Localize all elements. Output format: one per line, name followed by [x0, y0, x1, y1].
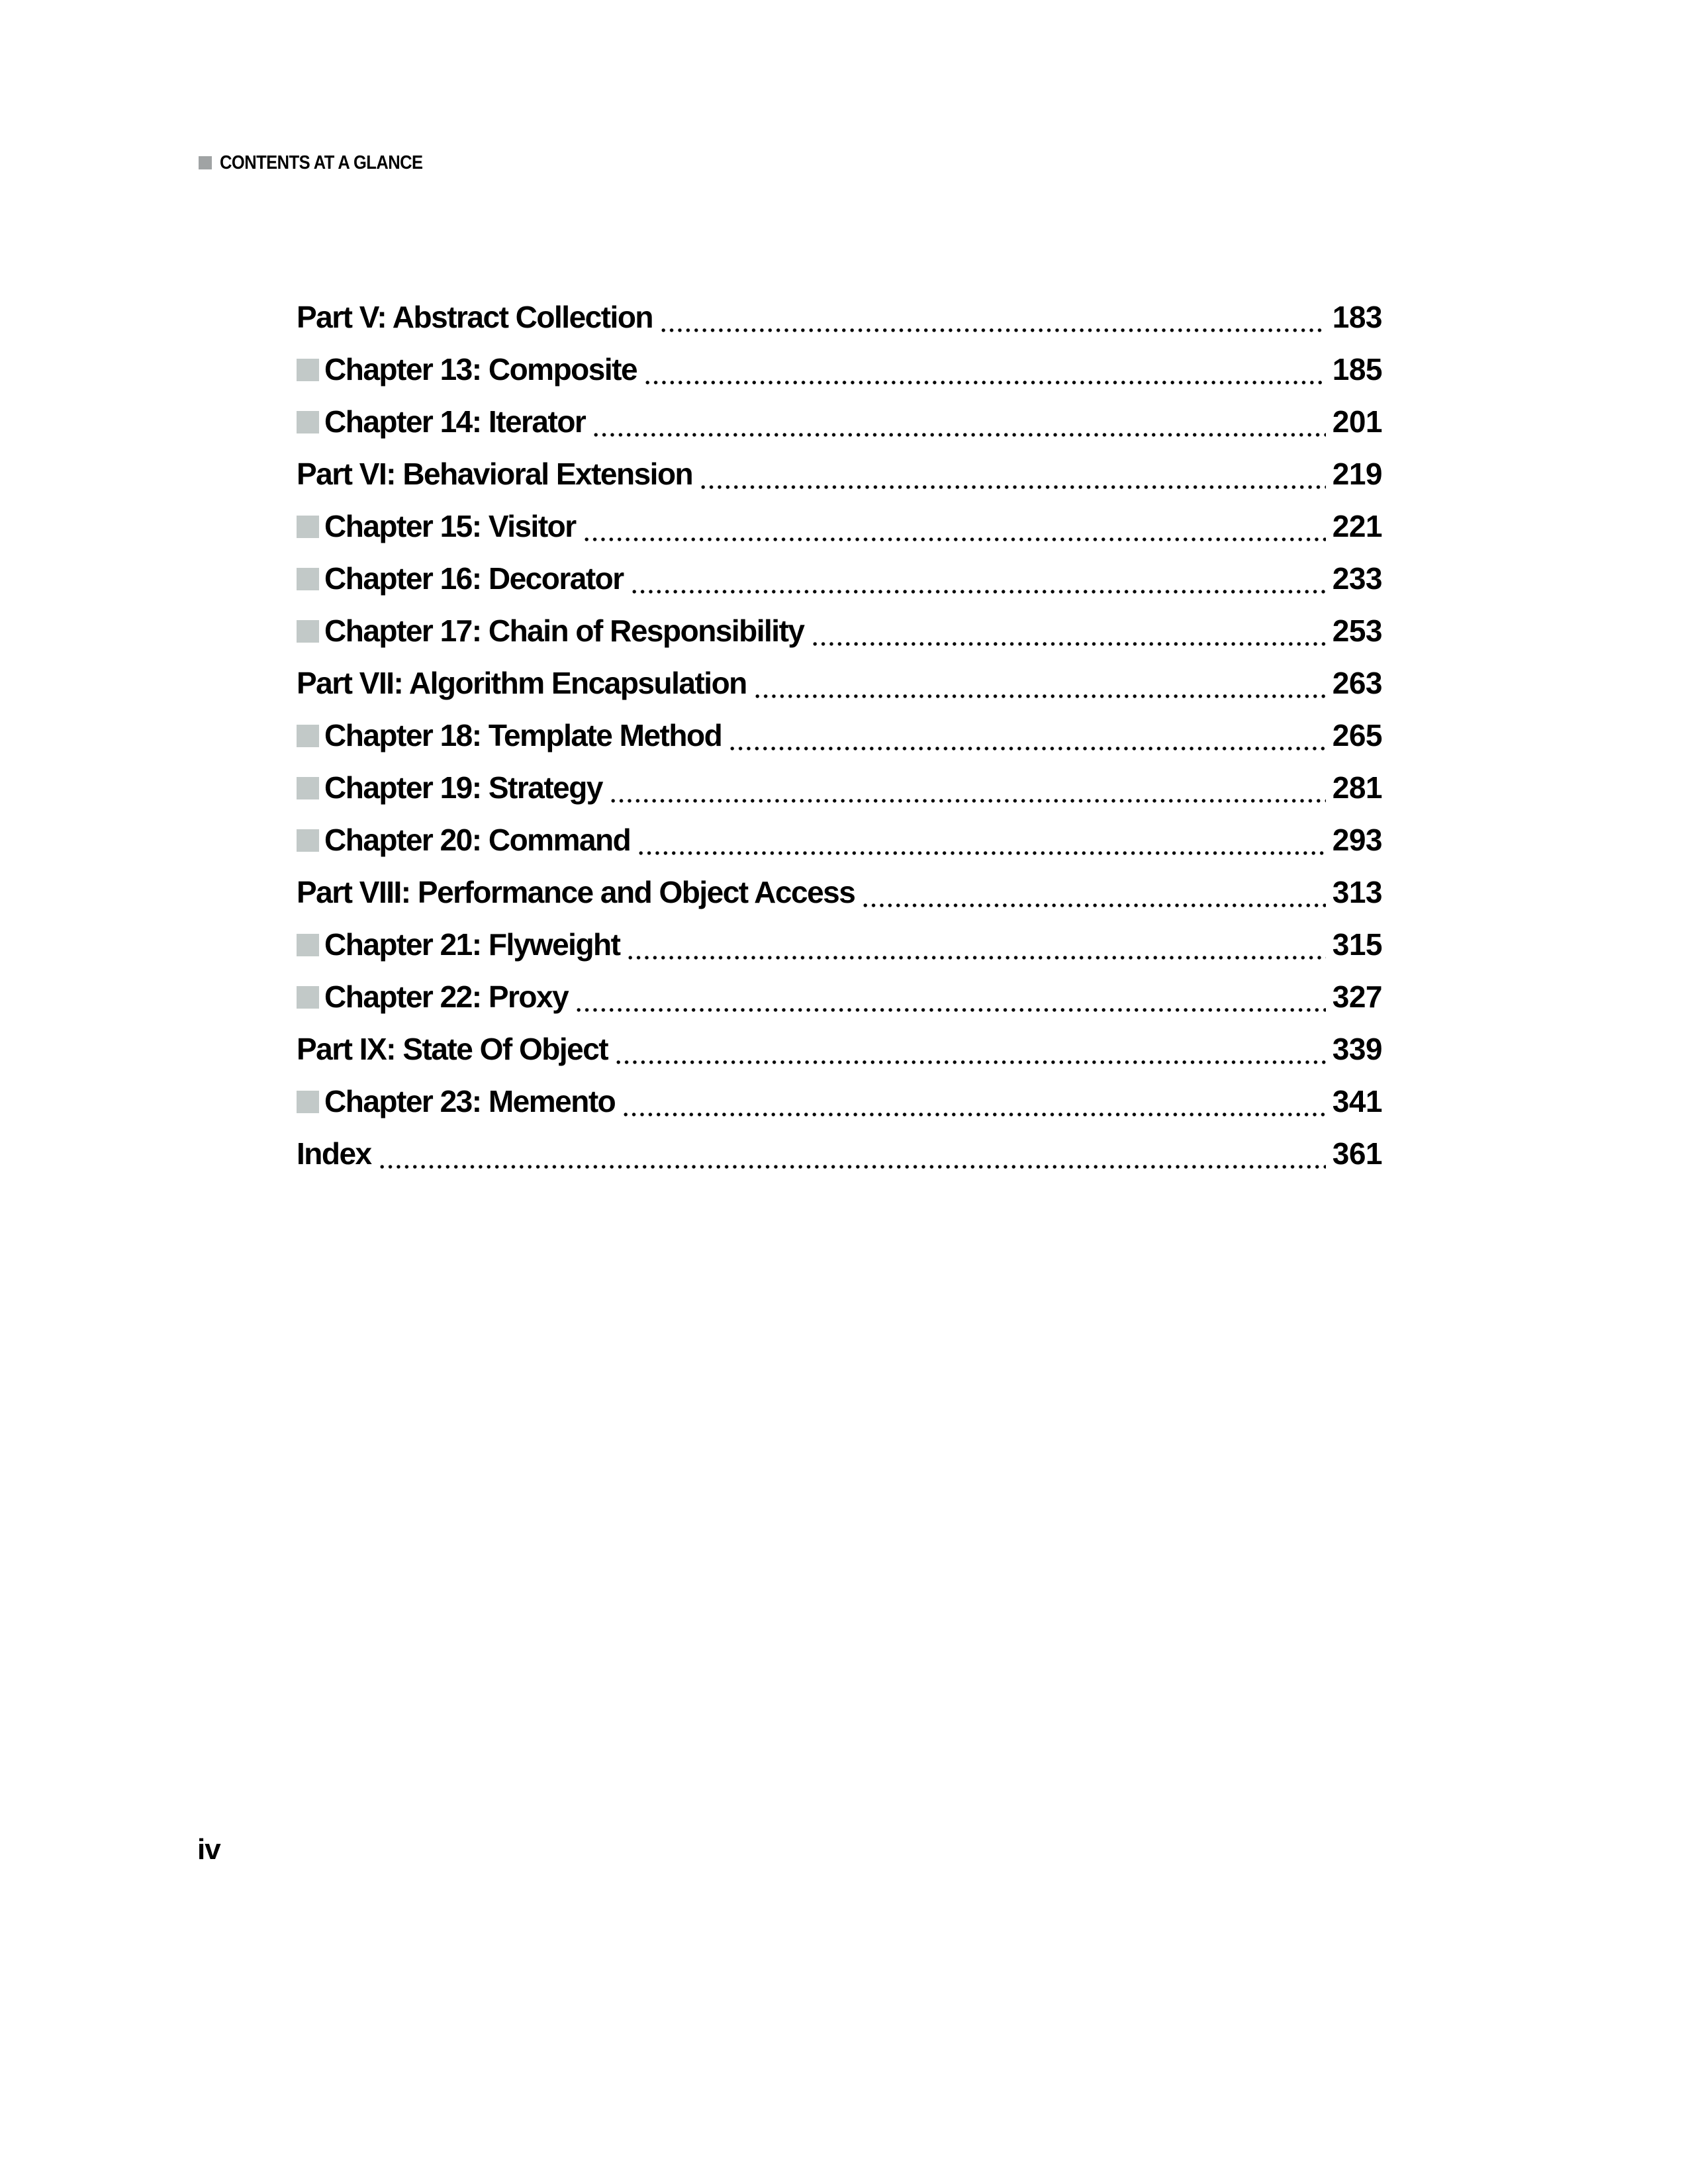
- toc-chapter-entry[interactable]: [297, 971, 1382, 1023]
- toc-chapter-entry[interactable]: [297, 1075, 1382, 1128]
- toc-entry-page-number: 233: [1332, 561, 1382, 596]
- chapter-square-icon: [297, 986, 319, 1009]
- toc-entry-label: Part V: Abstract Collection: [297, 300, 653, 334]
- toc-part-entry[interactable]: [297, 657, 1382, 709]
- toc-entry-page-number: 253: [1332, 614, 1382, 648]
- toc-entry-label: Chapter 14: Iterator: [324, 404, 586, 439]
- toc-chapter-entry[interactable]: [297, 919, 1382, 971]
- toc-entry-label: Part VII: Algorithm Encapsulation: [297, 666, 747, 700]
- toc-chapter-entry[interactable]: [297, 814, 1382, 866]
- toc-part-entry[interactable]: [297, 1023, 1382, 1075]
- toc-entry-page-number: 219: [1332, 457, 1382, 491]
- chapter-square-icon: [297, 568, 319, 590]
- toc-entry-page-number: 315: [1332, 927, 1382, 962]
- toc-entry-label: Part VIII: Performance and Object Access: [297, 875, 855, 909]
- dot-leader: [728, 709, 1326, 762]
- toc-entry-page-number: 265: [1332, 718, 1382, 752]
- dot-leader: [609, 762, 1326, 814]
- toc-chapter-entry[interactable]: [297, 396, 1382, 448]
- chapter-square-icon: [297, 725, 319, 747]
- toc-part-entry[interactable]: [297, 448, 1382, 500]
- toc-chapter-entry[interactable]: [297, 500, 1382, 553]
- toc-part-entry[interactable]: [297, 866, 1382, 919]
- chapter-square-icon: [297, 516, 319, 538]
- chapter-square-icon: [297, 620, 319, 643]
- dot-leader: [630, 553, 1326, 605]
- toc-entry-label: Chapter 19: Strategy: [324, 770, 602, 805]
- page-number: iv: [197, 1833, 220, 1866]
- toc-entry-page-number: 327: [1332, 979, 1382, 1014]
- toc-entry-page-number: 361: [1332, 1136, 1382, 1171]
- toc-entry-page-number: 263: [1332, 666, 1382, 700]
- dot-leader: [378, 1128, 1326, 1180]
- toc-entry-label: Chapter 23: Memento: [324, 1084, 616, 1118]
- toc-entry-label: Chapter 21: Flyweight: [324, 927, 620, 962]
- dot-leader: [637, 814, 1326, 866]
- toc-entry-page-number: 201: [1332, 404, 1382, 439]
- chapter-square-icon: [297, 359, 319, 381]
- dot-leader: [659, 291, 1326, 343]
- toc-entry-label: Chapter 18: Template Method: [324, 718, 722, 752]
- table-of-contents: [297, 291, 1382, 1180]
- toc-entry-page-number: 313: [1332, 875, 1382, 909]
- toc-chapter-entry[interactable]: [297, 553, 1382, 605]
- dot-leader: [861, 866, 1325, 919]
- toc-chapter-entry[interactable]: [297, 343, 1382, 396]
- dot-leader: [614, 1023, 1326, 1075]
- dot-leader: [643, 343, 1326, 396]
- toc-part-entry[interactable]: [297, 1128, 1382, 1180]
- dot-leader: [583, 500, 1326, 553]
- toc-entry-label: Index: [297, 1136, 371, 1171]
- chapter-square-icon: [297, 829, 319, 852]
- chapter-square-icon: [297, 777, 319, 799]
- toc-entry-page-number: 221: [1332, 509, 1382, 543]
- toc-entry-page-number: 185: [1332, 352, 1382, 387]
- toc-chapter-entry[interactable]: [297, 762, 1382, 814]
- toc-chapter-entry[interactable]: [297, 605, 1382, 657]
- dot-leader: [699, 448, 1326, 500]
- running-header: [199, 150, 450, 176]
- header-square-icon: [199, 156, 212, 169]
- dot-leader: [622, 1075, 1326, 1128]
- dot-leader: [811, 605, 1326, 657]
- toc-part-entry[interactable]: [297, 291, 1382, 343]
- toc-entry-label: Part IX: State Of Object: [297, 1032, 608, 1066]
- toc-entry-page-number: 339: [1332, 1032, 1382, 1066]
- toc-entry-page-number: 341: [1332, 1084, 1382, 1118]
- running-header-title: CONTENTS AT A GLANCE: [220, 152, 423, 173]
- dot-leader: [575, 971, 1326, 1023]
- chapter-square-icon: [297, 1091, 319, 1113]
- toc-entry-label: Chapter 13: Composite: [324, 352, 637, 387]
- dot-leader: [592, 396, 1325, 448]
- toc-entry-label: Chapter 15: Visitor: [324, 509, 576, 543]
- toc-entry-label: Chapter 20: Command: [324, 823, 631, 857]
- toc-entry-page-number: 183: [1332, 300, 1382, 334]
- toc-entry-label: Part VI: Behavioral Extension: [297, 457, 693, 491]
- toc-entry-label: Chapter 22: Proxy: [324, 979, 569, 1014]
- dot-leader: [626, 919, 1325, 971]
- dot-leader: [753, 657, 1326, 709]
- toc-entry-label: Chapter 17: Chain of Responsibility: [324, 614, 804, 648]
- toc-chapter-entry[interactable]: [297, 709, 1382, 762]
- chapter-square-icon: [297, 411, 319, 433]
- toc-entry-page-number: 281: [1332, 770, 1382, 805]
- toc-entry-page-number: 293: [1332, 823, 1382, 857]
- chapter-square-icon: [297, 934, 319, 956]
- toc-entry-label: Chapter 16: Decorator: [324, 561, 624, 596]
